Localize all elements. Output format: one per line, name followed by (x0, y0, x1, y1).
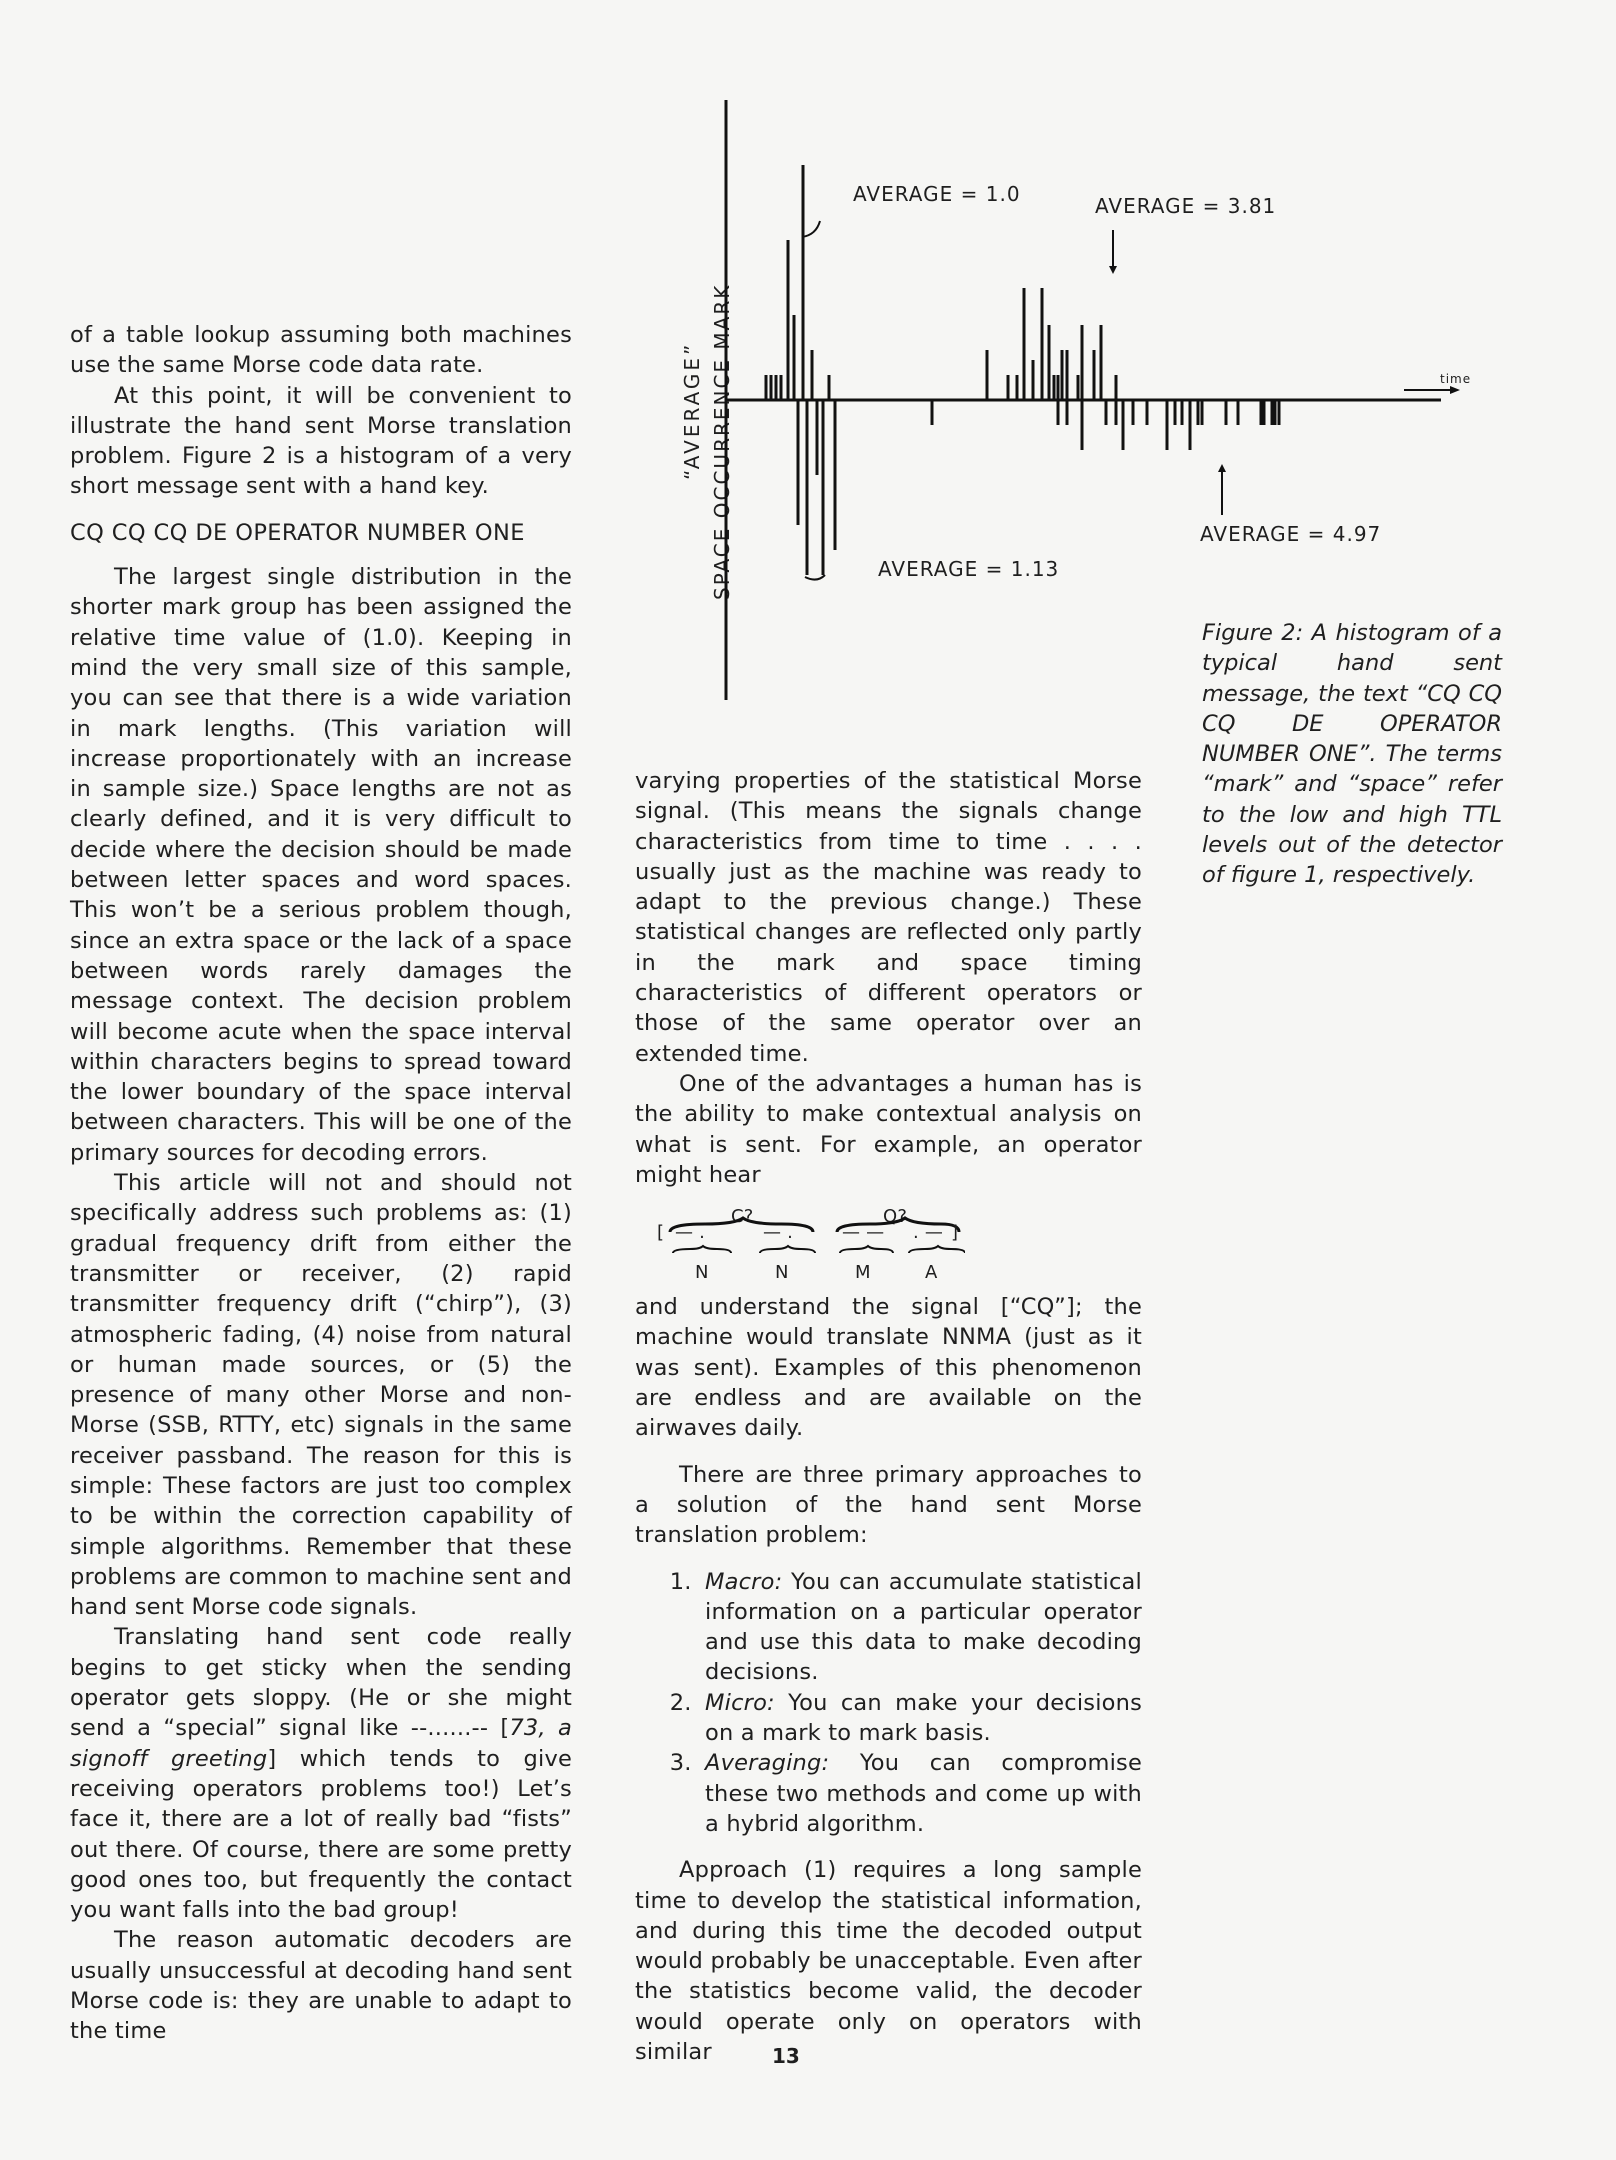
paragraph: One of the advantages a human has is the ability to make contextual analysis on what is sent. For example, an operator might hear (635, 1070, 1142, 1188)
paragraph: Approach (1) requires a long sample time to develop the statistical information, and during this time the decoded output would probably be unacceptable. Even after the statistics become valid, the decoder would operate only on operators with similar (635, 1857, 1142, 2065)
figure-2-histogram (660, 90, 1480, 710)
morse-symbol: . — (913, 1222, 944, 1244)
morse-ambiguity-example (635, 1202, 1142, 1284)
list-text: You can make your decisions on a mark to mark basis. (705, 1689, 1142, 1747)
annotation-mark-average-long: AVERAGE = 3.81 (1095, 194, 1277, 218)
time-arrowhead-icon (1450, 386, 1460, 394)
paragraph: of a table lookup assuming both machines use the same Morse code data rate. (70, 322, 572, 379)
open-bracket: [ (657, 1222, 665, 1244)
paragraph: The reason automatic decoders are usually unsuccessful at decoding hand sent Morse code is: they are unable to adapt to the time (70, 1927, 572, 2045)
y-axis-label-space-occurrence-mark: SPACE OCCURRENCE MARK (710, 283, 734, 600)
page-number: 13 (772, 2044, 800, 2068)
list-item (699, 1748, 1142, 1839)
paragraph: At this point, it will be convenient to illustrate the hand sent Morse translation problem. Figure 2 is a histogram of a very short message sent with a hand key. (70, 382, 572, 500)
paragraph (70, 1622, 572, 1925)
curved-arrow-icon (805, 575, 825, 580)
middle-column (635, 766, 1142, 2067)
list-item (699, 1688, 1142, 1749)
heard-letter: C? (731, 1206, 754, 1228)
paragraph: varying properties of the statistical Morse signal. (This means the signals change characteristics from time to time . . . . usually just as the machine was ready to adapt to the previous change.) These statistical changes are reflected only partly in the mark and space timing characteristics of different operators or those of the same operator over an extended time. (635, 768, 1142, 1067)
paragraph: and understand the signal [“CQ”]; the machine would translate NNMA (just as it was sent). Examples of this phenomenon are endless and are available on the airwaves daily. (635, 1294, 1142, 1442)
annotation-space-average-long: AVERAGE = 4.97 (1200, 522, 1382, 546)
figure-caption: Figure 2: A histogram of a typical hand sent message, the text “CQ CQ CQ DE OPERATOR NUMBER ONE”. The terms “mark” and “space” refer to the low and high TTL levels out of the detector of figure 1, respectively. (1202, 620, 1502, 889)
decoded-letter: M (855, 1262, 871, 1284)
list-item (699, 1567, 1142, 1688)
list-term: Averaging: (705, 1750, 830, 1777)
paragraph: This article will not and should not specifically address such problems as: (1) gradual frequency drift from either the transmitter or receiver, (2) rapid transmitter frequency drift (“chirp”), (3) atmospheric fading, (4) noise from natural or human made sources, or (5) the presence of many other Morse and non-Morse (SSB, RTTY, etc) signals in the same receiver passband. The reason for this is simple: These factors are just too complex to be within the correction capability of simple algorithms. Remember that these problems are common to machine sent and hand sent Morse code signals. (70, 1170, 572, 1621)
histogram-plot (660, 90, 1480, 710)
decoded-letter: A (925, 1262, 938, 1284)
text-run: Translating hand sent code really begins to get sticky when the sending operator gets sloppy. (He or she might send a “special” signal like --......-- [ (70, 1624, 572, 1742)
example-message-heading: CQ CQ CQ DE OPERATOR NUMBER ONE (70, 519, 525, 546)
list-term: Macro: (705, 1568, 783, 1595)
annotation-mark-average-short: AVERAGE = 1.0 (853, 182, 1021, 206)
list-term: Micro: (705, 1689, 775, 1716)
paragraph: There are three primary approaches to a solution of the hand sent Morse translation problem: (635, 1461, 1142, 1549)
up-arrowhead-icon (1218, 464, 1226, 472)
list-text: You can accumulate statistical information on a particular operator and use this data to make decoding decisions. (705, 1568, 1142, 1686)
decoded-letter: N (775, 1262, 789, 1284)
curved-arrow-icon (802, 221, 820, 237)
approaches-list (635, 1567, 1142, 1840)
left-column (70, 320, 572, 2047)
list-text: You can compromise these two methods and come up with a hybrid algorithm. (705, 1750, 1142, 1837)
close-bracket: ] (951, 1222, 959, 1244)
morse-symbol: — . (675, 1222, 706, 1244)
down-arrowhead-icon (1109, 266, 1117, 274)
heard-letter: Q? (883, 1206, 908, 1228)
decoded-letter: N (695, 1262, 709, 1284)
y-axis-label-average: “AVERAGE” (680, 341, 704, 480)
x-axis-label-time: time (1440, 372, 1472, 386)
morse-symbol: — — (842, 1222, 885, 1244)
text-run: ] which tends to give receiving operators problems too!) Let’s face it, there are a lot of really bad “fists” out there. Of course, there are some pretty good ones too, but frequently the contact you want falls into the bad group! (70, 1745, 573, 1924)
italic-text-run: 73, a signoff greeting (70, 1715, 572, 1772)
morse-symbol: — . (763, 1222, 794, 1244)
paragraph: The largest single distribution in the shorter mark group has been assigned the relative time value of (1.0). Keeping in mind the very small size of this sample, you can see that there is a wide variation in mark lengths. (This variation will increase proportionately with an increase in sample size.) Space lengths are not as clearly defined, and it is very difficult to decide where the decision should be made between letter spaces and word spaces. This won’t be a serious problem though, since an extra space or the lack of a space between words rarely damages the message context. The decision problem will become acute when the space interval within characters begins to spread toward the lower boundary of the space interval between characters. This will be one of the primary sources for decoding errors. (70, 564, 572, 1166)
annotation-space-average-short: AVERAGE = 1.13 (878, 557, 1060, 581)
